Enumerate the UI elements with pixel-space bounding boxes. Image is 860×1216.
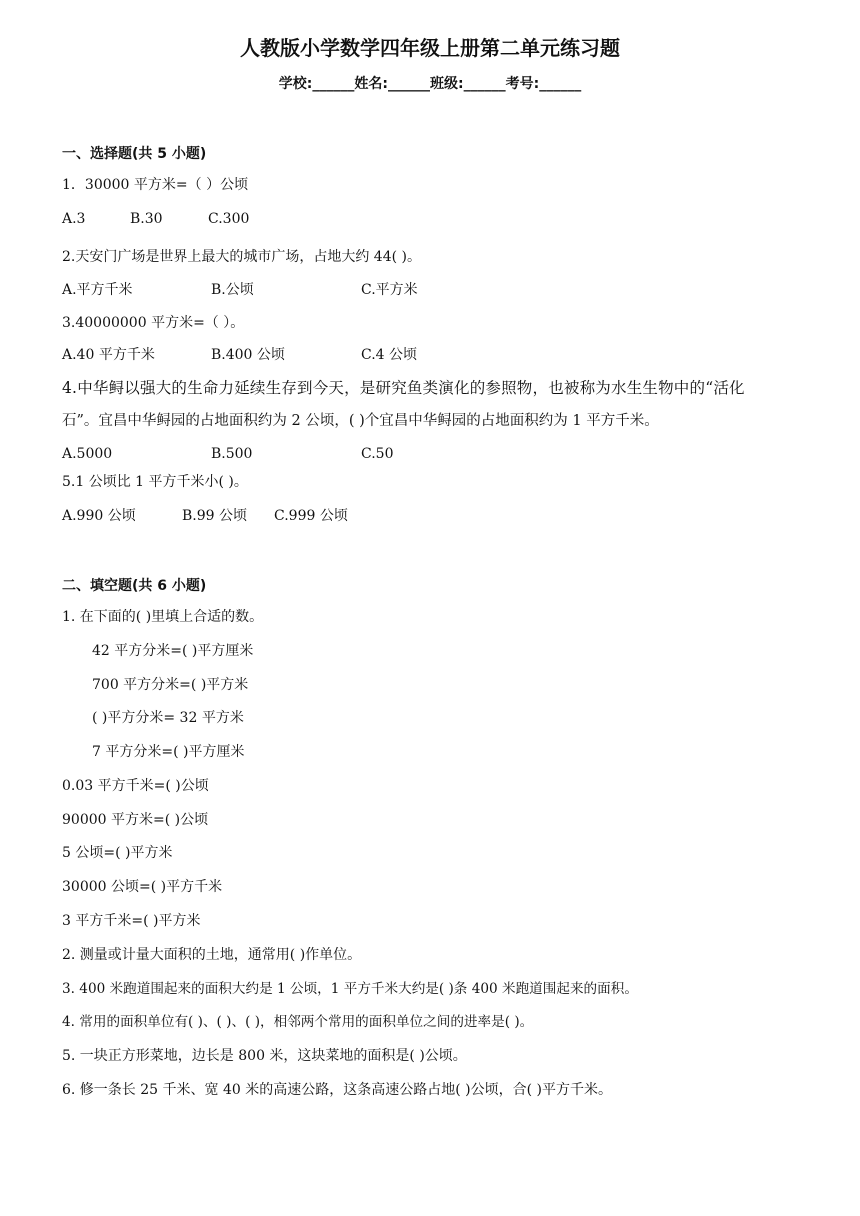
fill-question-5: 5. 一块正方形菜地，边长是 800 米，这块菜地的面积是( )公顷。 (62, 1048, 467, 1064)
option-b: B.99 公顷 (182, 508, 248, 524)
fill-question-1-item: 7 平方分米=( )平方厘米 (92, 744, 245, 760)
choice-options-3 (62, 345, 462, 365)
fill-question-2: 2. 测量或计量大面积的土地，通常用( )作单位。 (62, 947, 362, 963)
option-b: B.30 (130, 211, 163, 227)
choice-options-2 (62, 280, 462, 300)
section-heading-fill-in: 二、填空题(共 6 小题) (62, 578, 207, 594)
choice-question-4-line-1: 4.中华鲟以强大的生命力延续生存到今天，是研究鱼类演化的参照物，也被称为水生生物中的“活化 (62, 379, 745, 397)
option-b: B.400 公顷 (211, 347, 285, 363)
option-c: C.999 公顷 (274, 508, 348, 524)
choice-question-1: 1．30000 平方米=（ ）公顷 (62, 177, 249, 193)
fill-question-1-extra: 3 平方千米=( )平方米 (62, 913, 201, 929)
option-a: A.990 公顷 (62, 508, 136, 524)
choice-question-5: 5.1 公顷比 1 平方千米小( )。 (62, 474, 248, 490)
option-a: A.40 平方千米 (62, 347, 155, 363)
choice-question-3: 3.40000000 平方米=（ ）。 (62, 315, 245, 331)
fill-question-1-extra: 5 公顷=( )平方米 (62, 845, 173, 861)
option-b: B.500 (211, 446, 253, 462)
option-a: A.5000 (62, 446, 113, 462)
fill-question-1-extra: 30000 公顷=( )平方千米 (62, 879, 223, 895)
option-c: C.300 (208, 211, 250, 227)
choice-options-5 (62, 506, 462, 526)
fill-question-1-extra: 0.03 平方千米=( )公顷 (62, 778, 209, 794)
option-c: C.平方米 (361, 282, 418, 298)
option-c: C.4 公顷 (361, 347, 418, 363)
choice-question-4-line-2: 石”。宜昌中华鲟园的占地面积约为 2 公顷，( )个宜昌中华鲟园的占地面积约为 1 平方千米。 (62, 413, 659, 429)
choice-options-4 (62, 444, 462, 464)
fill-question-3: 3. 400 米跑道围起来的面积大约是 1 公顷，1 平方千米大约是( )条 400 米跑道围起来的面积。 (62, 981, 638, 997)
fill-question-4: 4. 常用的面积单位有( )、( )、( )，相邻两个常用的面积单位之间的进率是( )。 (62, 1014, 534, 1030)
choice-question-2: 2.天安门广场是世界上最大的城市广场，占地大约 44( )。 (62, 249, 421, 265)
fill-question-6: 6. 修一条长 25 千米、宽 40 米的高速公路，这条高速公路占地( )公顷，合( )平方千米。 (62, 1082, 612, 1098)
fill-question-1-item: 42 平方分米=( )平方厘米 (92, 643, 254, 659)
fill-question-1-item: ( )平方分米= 32 平方米 (92, 710, 244, 726)
fill-question-1: 1. 在下面的( )里填上合适的数。 (62, 609, 264, 625)
student-info-line: 学校:______姓名:______班级:______考号:______ (278, 76, 582, 92)
choice-options-1 (62, 209, 250, 229)
page-title: 人教版小学数学四年级上册第二单元练习题 (240, 36, 620, 60)
option-a: A.3 (62, 211, 86, 227)
section-heading-choice: 一、选择题(共 5 小题) (62, 146, 207, 162)
fill-question-1-extra: 90000 平方米=( )公顷 (62, 812, 209, 828)
option-a: A.平方千米 (62, 282, 133, 298)
fill-question-1-item: 700 平方分米=( )平方米 (92, 677, 249, 693)
option-c: C.50 (361, 446, 394, 462)
option-b: B.公顷 (211, 282, 254, 298)
